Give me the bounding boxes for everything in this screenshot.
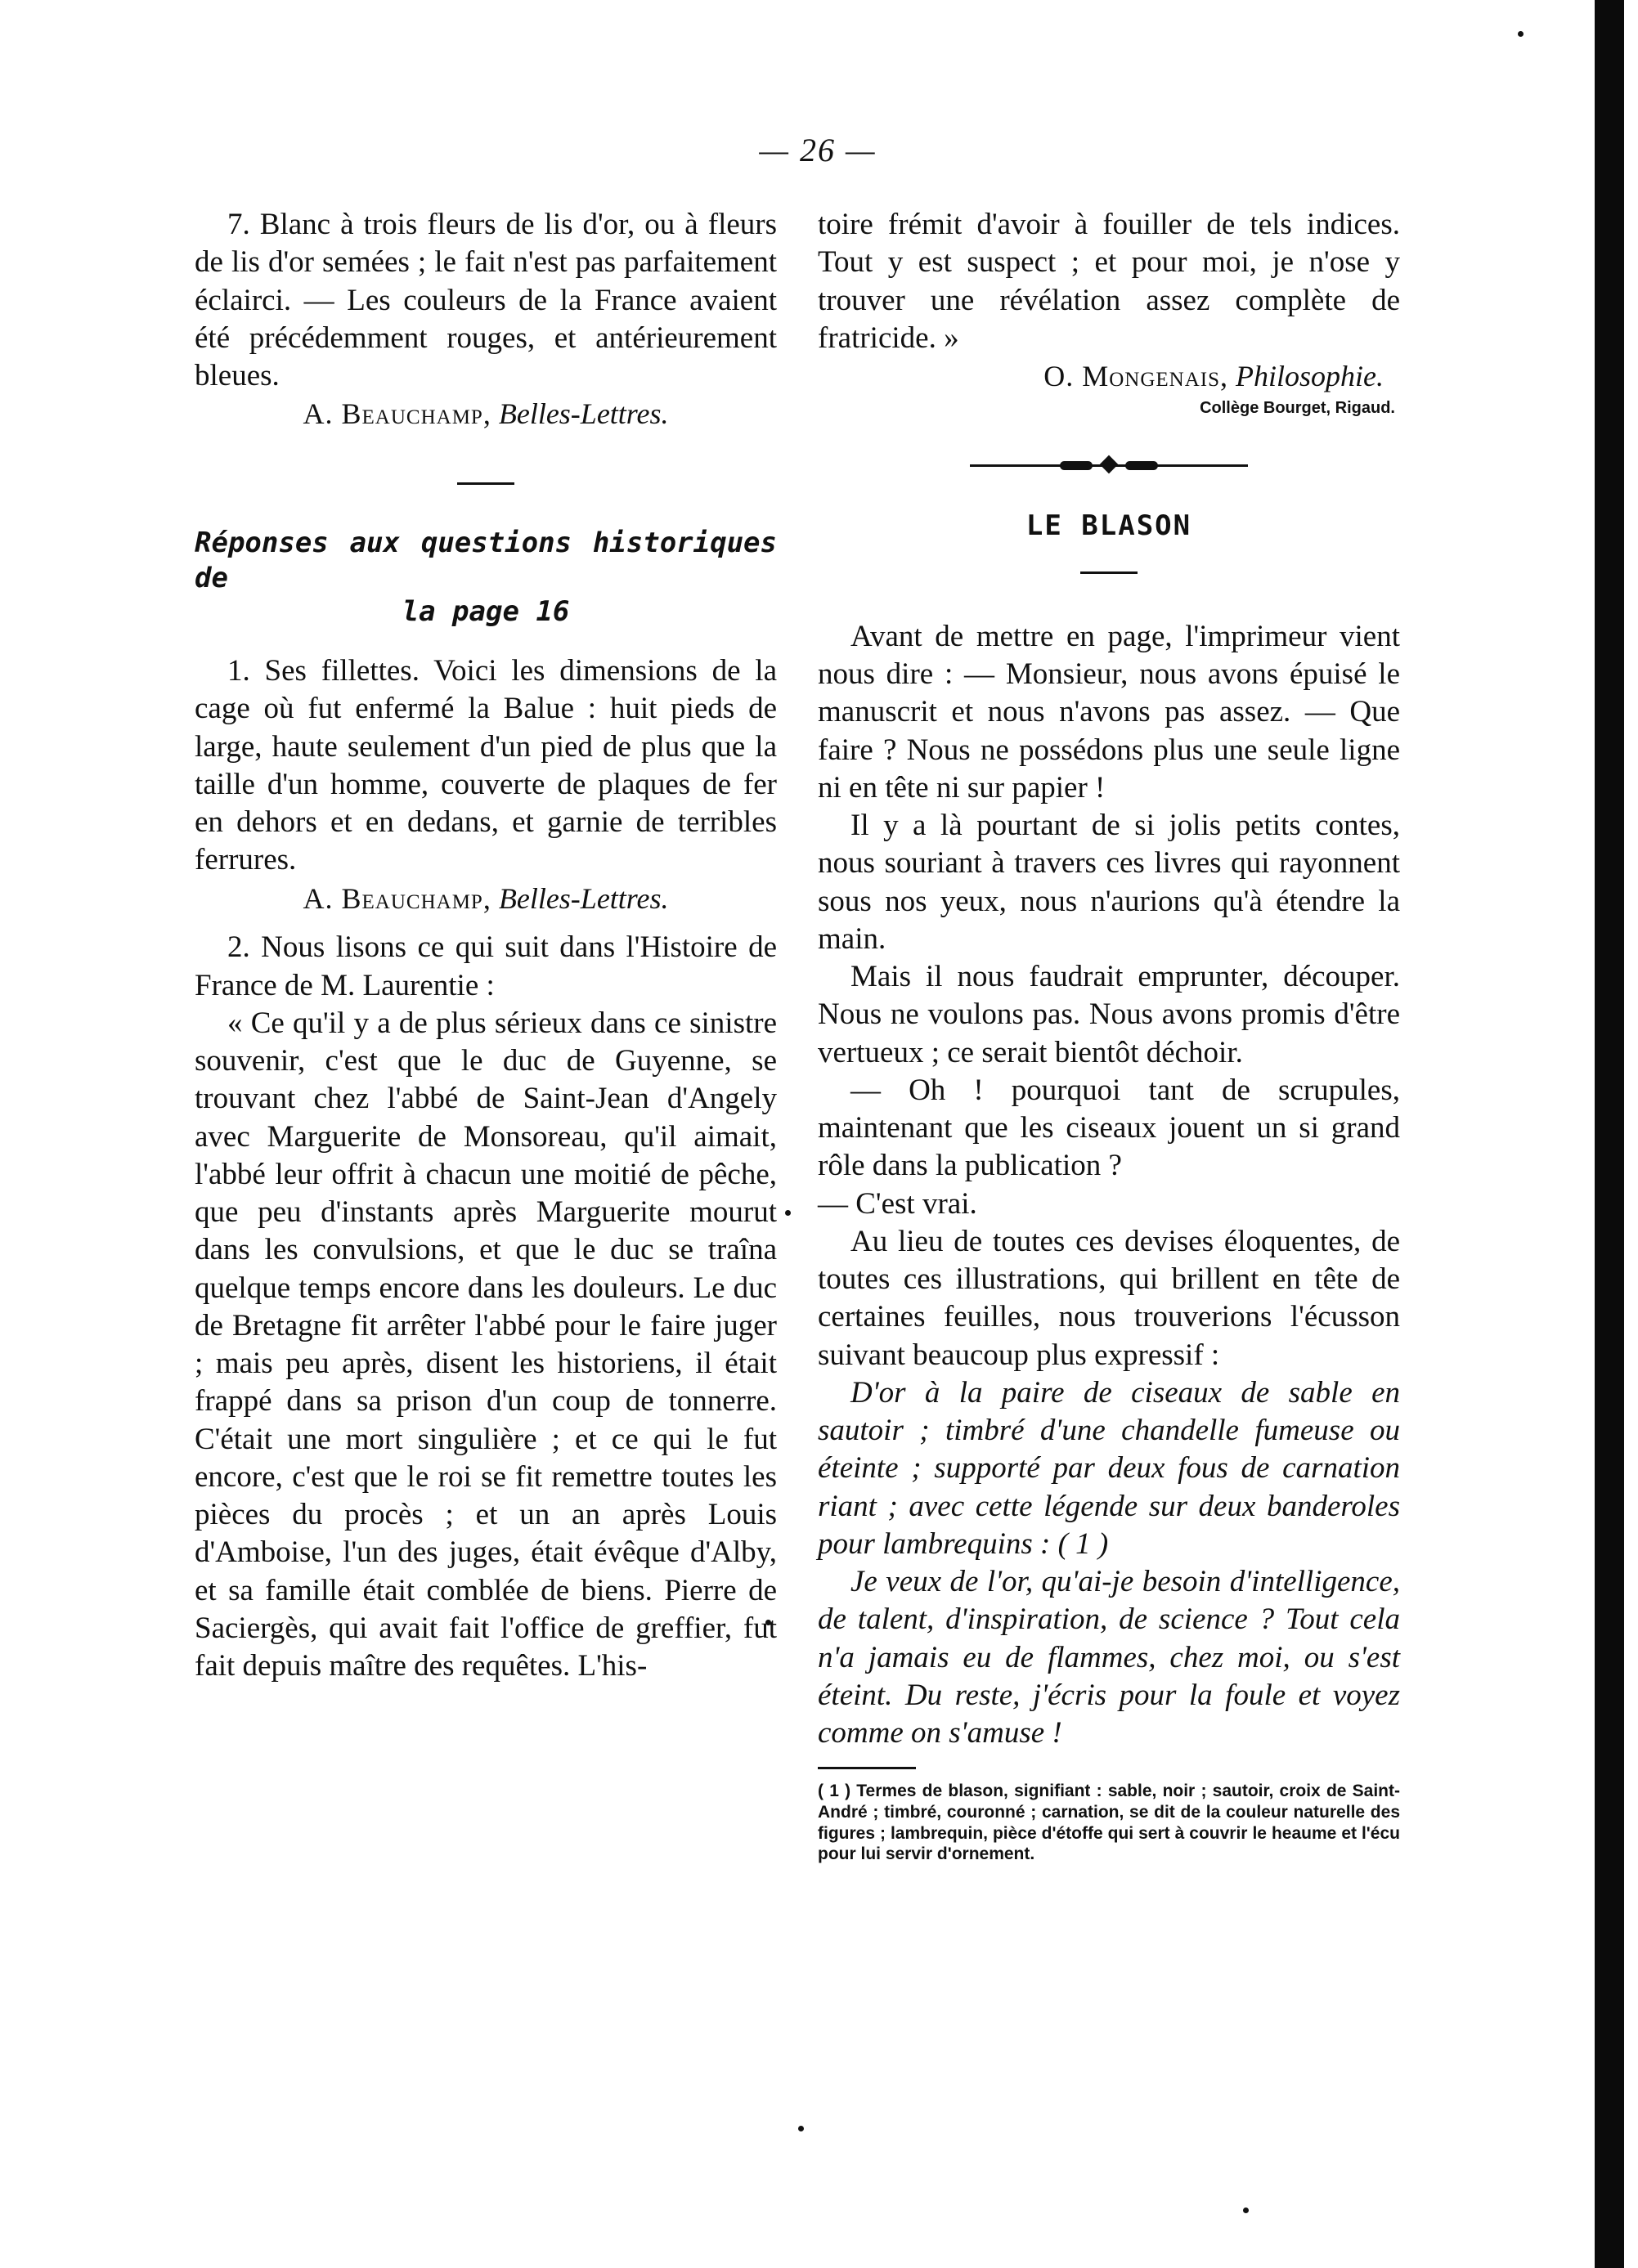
attribution xyxy=(818,357,1400,396)
speck xyxy=(798,2126,804,2131)
speck xyxy=(1518,31,1524,37)
paragraph: Avant de mettre en page, l'imprimeur vient nous dire : — Monsieur, nous avons épuisé le manuscrit et nous n'avons pas assez. — Que faire ? Nous ne possédons plus une seule ligne ni en tête ni sur papier ! xyxy=(818,619,1400,805)
paragraph: Il y a là pourtant de si jolis petits contes, nous souriant à travers ces livres qui rayonnent sous nos yeux, nous n'aurions qu'à étendre la main. xyxy=(818,809,1400,956)
author-subject: Belles-Lettres. xyxy=(498,397,669,431)
section-heading-continued: la page 16 xyxy=(402,595,570,629)
motto: Je veux de l'or, qu'ai-je besoin d'intelligence, de talent, d'inspiration, de science ? Tout cela n'a jamais eu de flammes, chez moi, ou s'est éteint. Du reste, j'écris pour la foule et voyez comme on s'amuse ! xyxy=(818,1565,1400,1750)
speck xyxy=(1243,2207,1249,2213)
paragraph: — C'est vrai. xyxy=(818,1186,977,1221)
page-edge-shadow xyxy=(1595,0,1624,2268)
attribution xyxy=(195,395,777,433)
college-name: Collège Bourget, Rigaud. xyxy=(1200,398,1395,417)
paragraph: 2. Nous lisons ce qui suit dans l'Histoire de France de M. Laurentie : xyxy=(195,930,777,1002)
footnote: ( 1 ) Termes de blason, signifiant : sable, noir ; sautoir, croix de Saint-André ; timbré, couronné ; carnation, se dit de la couleur naturelle des figures ; lambrequin, pièce d'étoffe qui sert à couvrir le heaume et l'écu pour lui servir d'ornement. xyxy=(818,1782,1400,1864)
quoted-paragraph: « Ce qu'il y a de plus sérieux dans ce sinistre souvenir, c'est que le duc de Guyenne, se trouvant chez l'abbé de Saint-Jean d'Angely avec Marguerite de Monsoreau, qu'il aimait, l'abbé leur offrit à chacun une moitié de pêche, que peu d'instants après Marguerite mourut dans les convulsions, et que le duc se traîna quelque temps encore dans les douleurs. Le duc de Bretagne fit arrêter l'abbé pour le faire juger ; mais peu après, disent les historiens, il était frappé dans sa prison d'un coup de tonnerre. C'était une mort singulière ; et ce qui le fut encore, c'est que le roi se fit remettre toutes les pièces du procès ; et un an après Louis d'Amboise, l'un des juges, était évêque d'Alby, et sa famille était comblée de biens. Pierre de Saciergès, qui avait fait l'office de greffier, fut fait depuis maître des requêtes. L'his- xyxy=(195,1006,777,1683)
separator-rule xyxy=(457,482,514,485)
separator-rule xyxy=(1080,571,1138,574)
paragraph: — Oh ! pourquoi tant de scrupules, maintenant que les ciseaux jouent un si grand rôle dans la publication ? xyxy=(818,1073,1400,1183)
heraldic-description: D'or à la paire de ciseaux de sable en sautoir ; timbré d'une chandelle fumeuse ou éteinte ; supporté par deux fous de carnation riant ; avec cette légende sur deux banderoles pour lambrequins : ( 1 ) xyxy=(818,1375,1400,1561)
ornament-diamond xyxy=(1100,455,1119,473)
footnote-rule xyxy=(818,1767,916,1769)
page-number: — 26 — xyxy=(759,132,877,168)
attribution xyxy=(195,880,777,918)
section-heading: Réponses aux questions historiques de xyxy=(195,527,777,594)
left-column xyxy=(195,206,777,1685)
author-subject: Belles-Lettres. xyxy=(498,881,669,915)
right-column xyxy=(818,206,1400,1865)
paragraph: 1. Ses fillettes. Voici les dimensions de la cage où fut enfermé la Balue : huit pieds de large, haute seulement d'un pied de plus que la taille d'un homme, couverte de plaques de fer en dehors et en dedans, et garnie de terribles ferrures. xyxy=(195,654,777,877)
ornament-blob xyxy=(1060,461,1093,470)
author-name: A. Beauchamp, xyxy=(303,881,491,915)
article-title: LE BLASON xyxy=(1025,509,1192,542)
paragraph: 7. Blanc à trois fleurs de lis d'or, ou à fleurs de lis d'or semées ; le fait n'est pas parfaitement éclairci. — Les couleurs de la France avaient été précédemment rouges, et antérieurement bleues. xyxy=(195,208,777,392)
ornament-blob xyxy=(1125,461,1158,470)
author-name: O. Mongenais, xyxy=(1043,360,1229,392)
ornamental-divider xyxy=(970,457,1248,473)
author-name: A. Beauchamp, xyxy=(303,397,491,431)
paragraph: toire frémit d'avoir à fouiller de tels indices. Tout y est suspect ; et pour moi, je n'ose y trouver une révélation assez complète de fratricide. » xyxy=(818,208,1400,355)
paragraph: Mais il nous faudrait emprunter, découper. Nous ne voulons pas. Nous avons promis d'être vertueux ; ce serait bientôt déchoir. xyxy=(818,960,1400,1069)
speck xyxy=(785,1210,791,1216)
paragraph: Au lieu de toutes ces devises éloquentes, de toutes ces illustrations, qui brillent en tête de certaines feuilles, nous trouverions l'écusson suivant beaucoup plus expressif : xyxy=(818,1224,1400,1372)
author-subject: Philosophie. xyxy=(1236,360,1384,392)
